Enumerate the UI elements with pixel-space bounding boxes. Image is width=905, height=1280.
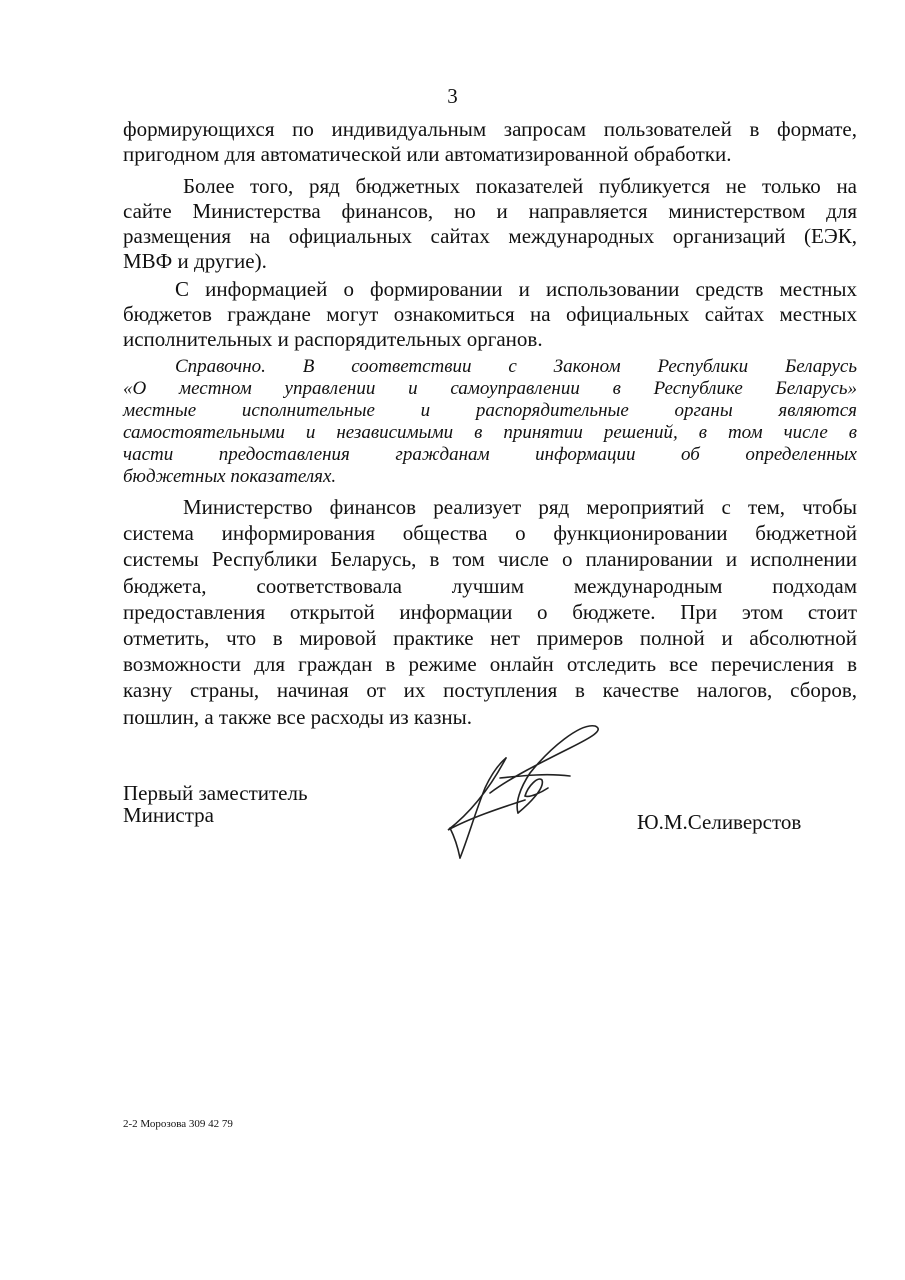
text-line: возможности для граждан в режиме онлайн отследить все перечисления в (123, 652, 857, 677)
signatory-title-line: Первый заместитель (123, 781, 308, 805)
text-line: бюджетных показателях. (123, 466, 337, 487)
text-line: Министерство финансов реализует ряд мероприятий с тем, чтобы (183, 495, 857, 519)
text-line: бюджетов граждане могут ознакомиться на официальных сайтах местных (123, 302, 857, 326)
text-line: «О местном управлении и самоуправлении в Республике Беларусь» (123, 378, 857, 399)
text-line: самостоятельными и независимыми в принятии решений, в том числе в (123, 422, 857, 443)
text-line: С информацией о формировании и использовании средств местных (175, 277, 857, 301)
paragraph-continuation (123, 117, 857, 167)
text-line: размещения на официальных сайтах международных организаций (ЕЭК, (123, 224, 857, 248)
paragraph-local-budgets (123, 277, 857, 352)
text-line: предоставления открытой информации о бюджете. При этом стоит (123, 599, 857, 624)
text-line: Более того, ряд бюджетных показателей публикуется не только на (183, 174, 857, 198)
text-line: отметить, что в мировой практике нет примеров полной и абсолютной (123, 625, 857, 650)
page-number: 3 (447, 84, 458, 108)
text-line: бюджета, соответствовала лучшим международным подходам (123, 573, 857, 598)
paragraph-international-publication (123, 174, 857, 274)
signatory-name: Ю.М.Селиверстов (637, 810, 802, 834)
text-line: части предоставления гражданам информации об определенных (123, 444, 857, 465)
signatory-title (123, 782, 308, 826)
paragraph-ministry-measures (123, 494, 857, 730)
text-line: местные исполнительные и распорядительные органы являются (123, 400, 857, 421)
text-line: системы Республики Беларусь, в том числе о планировании и исполнении (123, 547, 857, 572)
text-line: исполнительных и распорядительных органов. (123, 327, 543, 351)
text-line: формирующихся по индивидуальным запросам пользователей в формате, (123, 117, 857, 141)
text-line: МВФ и другие). (123, 249, 267, 273)
footer-contact: 2-2 Морозова 309 42 79 (123, 1118, 233, 1130)
text-line: пригодном для автоматической или автоматизированной обработки. (123, 142, 732, 166)
text-line: система информирования общества о функционировании бюджетной (123, 521, 857, 546)
text-line: сайте Министерства финансов, но и направляется министерством для (123, 199, 857, 223)
paragraph-reference-note (123, 356, 857, 488)
signatory-title-line: Министра (123, 803, 214, 827)
text-line: Справочно. В соответствии с Законом Республики Беларусь (175, 356, 857, 377)
text-line: пошлин, а также все расходы из казны. (123, 704, 473, 729)
text-line: казну страны, начиная от их поступления в качестве налогов, сборов, (123, 678, 857, 703)
handwritten-signature (430, 718, 610, 868)
